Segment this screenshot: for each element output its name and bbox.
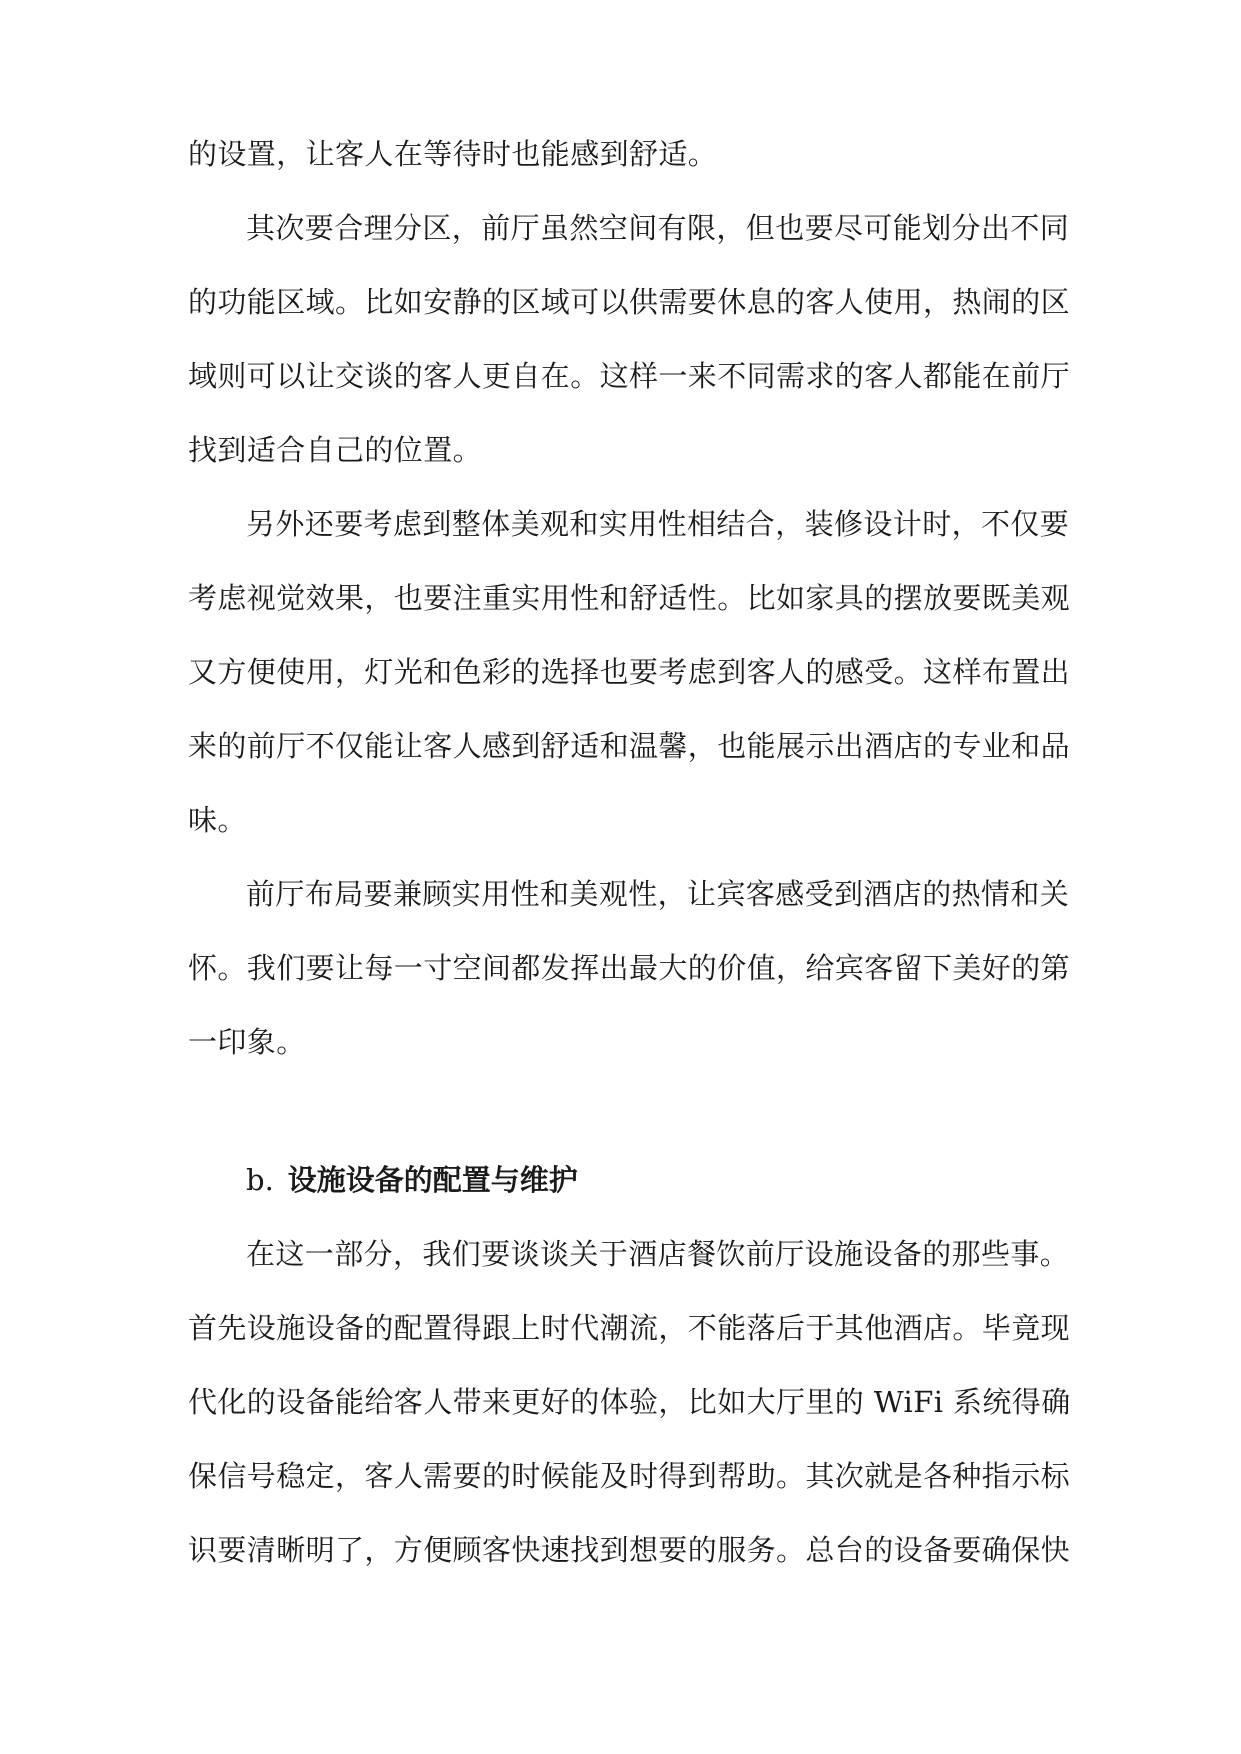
paragraph-line: 其次要合理分区，前厅虽然空间有限，但也要尽可能划分出不同 <box>246 211 1070 245</box>
paragraph-line: 找到适合自己的位置。 <box>188 433 483 467</box>
section-title: 设施设备的配置与维护 <box>287 1163 578 1197</box>
paragraph-line: 考虑视觉效果，也要注重实用性和舒适性。比如家具的摆放要既美观 <box>188 581 1071 615</box>
paragraph-line: 味。 <box>188 803 247 837</box>
paragraph-line: 的功能区域。比如安静的区域可以供需要休息的客人使用，热闹的区 <box>188 285 1071 319</box>
section-heading <box>246 1160 578 1200</box>
paragraph-line: 识要清晰明了，方便顾客快速找到想要的服务。总台的设备要确保快 <box>188 1533 1071 1567</box>
paragraph-line: 在这一部分，我们要谈谈关于酒店餐饮前厅设施设备的那些事。 <box>246 1237 1070 1271</box>
paragraph-line: 怀。我们要让每一寸空间都发挥出最大的价值，给宾客留下美好的第 <box>188 951 1071 985</box>
section-marker: b. <box>246 1163 274 1197</box>
paragraph-line: 域则可以让交谈的客人更自在。这样一来不同需求的客人都能在前厅 <box>188 359 1071 393</box>
paragraph-line: 来的前厅不仅能让客人感到舒适和温馨，也能展示出酒店的专业和品 <box>188 729 1071 763</box>
paragraph-line: 代化的设备能给客人带来更好的体验，比如大厅里的 WiFi 系统得确 <box>188 1385 1071 1419</box>
paragraph-line: 的设置，让客人在等待时也能感到舒适。 <box>188 137 718 171</box>
paragraph-line: 保信号稳定，客人需要的时候能及时得到帮助。其次就是各种指示标 <box>188 1459 1071 1493</box>
paragraph-line: 又方便使用，灯光和色彩的选择也要考虑到客人的感受。这样布置出 <box>188 655 1071 689</box>
paragraph-line: 一印象。 <box>188 1025 306 1059</box>
paragraph-line: 另外还要考虑到整体美观和实用性相结合，装修设计时，不仅要 <box>246 507 1070 541</box>
paragraph-line: 前厅布局要兼顾实用性和美观性，让宾客感受到酒店的热情和关 <box>246 877 1070 911</box>
paragraph-line: 首先设施设备的配置得跟上时代潮流，不能落后于其他酒店。毕竟现 <box>188 1311 1071 1345</box>
